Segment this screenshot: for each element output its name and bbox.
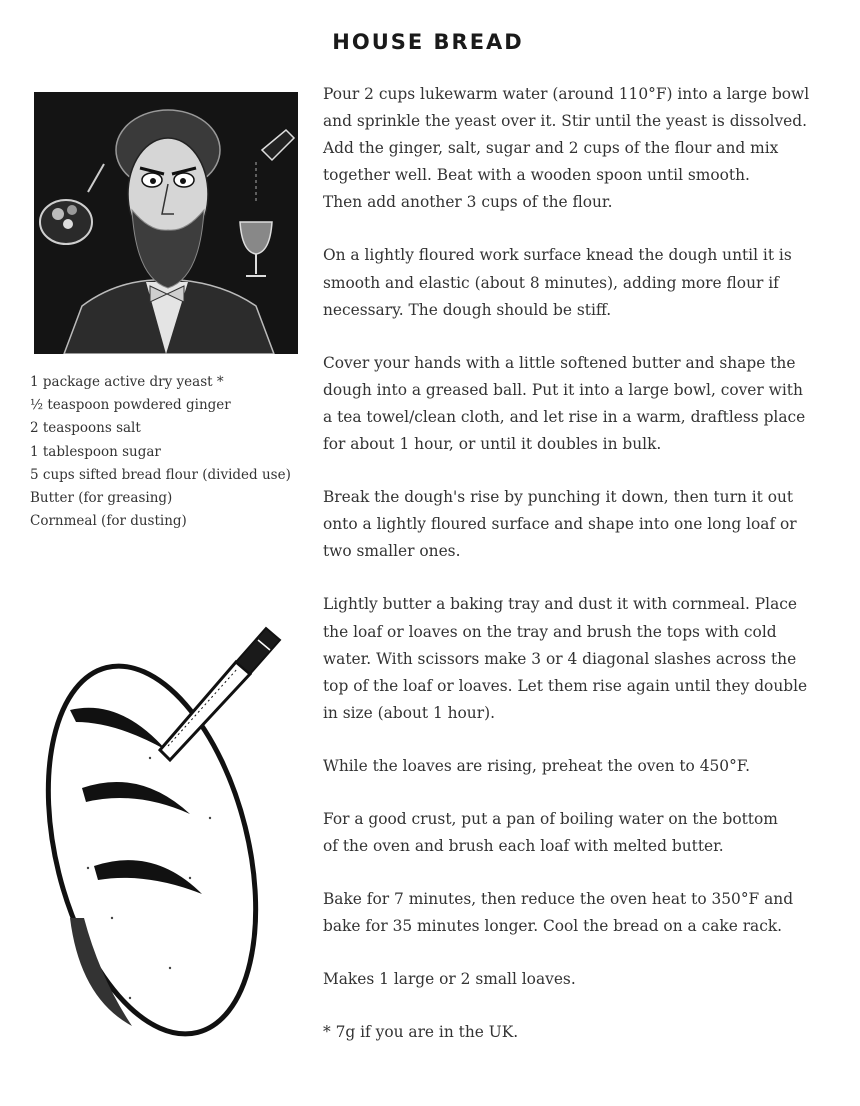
ingredient-item: 2 teaspoons salt xyxy=(30,420,141,437)
instruction-paragraph: Break the dough's rise by punching it down, then turn it out onto a lightly floured surface and shape into one long loaf or two smaller ones. xyxy=(323,488,797,561)
ingredient-item: Cornmeal (for dusting) xyxy=(30,513,187,530)
footnote: * 7g if you are in the UK. xyxy=(323,1023,519,1042)
recipe-title: HOUSE BREAD xyxy=(332,30,524,54)
instruction-paragraph: Bake for 7 minutes, then reduce the oven heat to 350°F and bake for 35 minutes longer. Cool the bread on a cake rack. xyxy=(323,890,794,936)
ingredient-item: Butter (for greasing) xyxy=(30,490,173,507)
instruction-paragraph: While the loaves are rising, preheat the oven to 450°F. xyxy=(323,756,750,775)
ingredient-list xyxy=(30,371,300,533)
ingredient-item: 1 package active dry yeast * xyxy=(30,374,224,390)
instruction-paragraph: Pour 2 cups lukewarm water (around 110°F) into a large bowl and sprinkle the yeast over it. Stir until the yeast is dissolved. Add the ginger, salt, sugar and 2 cups of the flour and mix together well. Beat with a wooden spoon until smooth. Then add another 3 cups of the flour. xyxy=(323,85,810,212)
ingredient-item: 5 cups sifted bread flour (divided use) xyxy=(30,466,291,483)
instruction-paragraph: On a lightly floured work surface knead the dough until it is smooth and elastic (about 8 minutes), adding more flour if necessary. The dough should be stiff. xyxy=(323,246,792,319)
instruction-paragraph: Makes 1 large or 2 small loaves. xyxy=(323,970,576,989)
ingredient-item: 1 tablespoon sugar xyxy=(30,443,161,460)
instruction-paragraph: Cover your hands with a little softened butter and shape the dough into a greased ball. Put it into a large bowl, cover with a tea towel/clean cloth, and let rise in a warm, draftless place for about 1 hour, or until it doubles in bulk. xyxy=(323,353,806,454)
ingredient-item: ½ teaspoon powdered ginger xyxy=(30,397,231,414)
instruction-paragraph: Lightly butter a baking tray and dust it with cornmeal. Place the loaf or loaves on the tray and brush the tops with cold water. With scissors make 3 or 4 diagonal slashes across the top of the loaf or loaves. Let them rise again until they double in size (about 1 hour). xyxy=(323,595,808,722)
chef-portrait-illustration xyxy=(34,92,298,354)
bread-loaf-with-knife-illustration xyxy=(40,618,290,1038)
instructions xyxy=(323,81,823,1073)
instruction-paragraph: For a good crust, put a pan of boiling water on the bottom of the oven and brush each loaf with melted butter. xyxy=(323,809,778,856)
